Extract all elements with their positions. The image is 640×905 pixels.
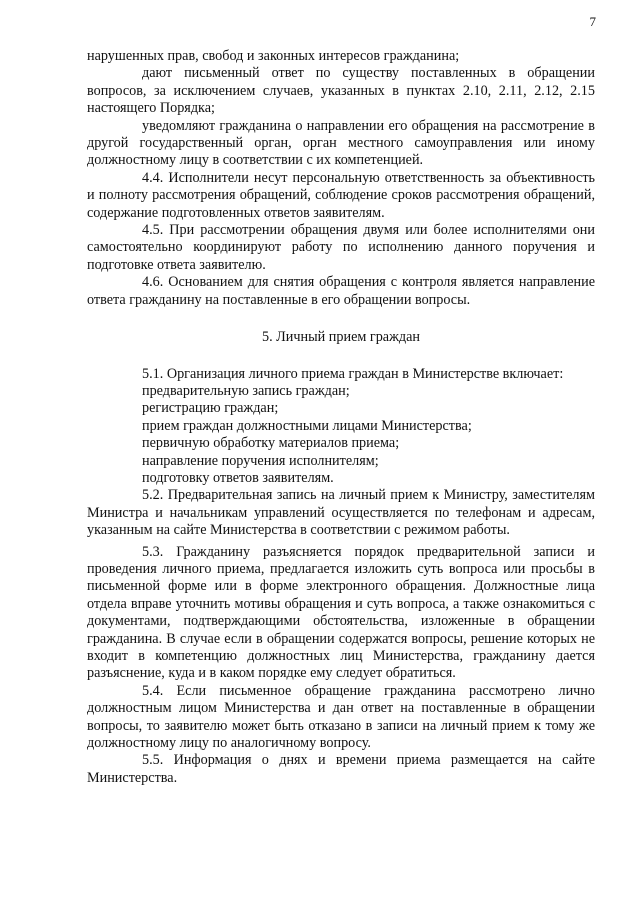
- paragraph-5-1: 5.1. Организация личного приема граждан в Министерстве включает:: [142, 365, 564, 382]
- paragraph-4-6: 4.6. Основанием для снятия обращения с контроля является направление ответа гражданину на поставленные в его обращении вопросы.: [87, 274, 595, 308]
- list-item: подготовку ответов заявителям.: [142, 469, 334, 486]
- paragraph-5-2: 5.2. Предварительная запись на личный прием к Министру, заместителям Министра и начальникам управлений осуществляется по телефонам и адресам, указанным на сайте Министерства в соответствии с режимом работы.: [87, 487, 595, 539]
- paragraph-notify-redirect: уведомляют гражданина о направлении его обращения на рассмотрение в другой государственный орган, орган местного самоуправления или иному должностному лицу в соответствии с их компетенцией.: [87, 117, 595, 169]
- paragraph-4-4: 4.4. Исполнители несут персональную ответственность за объективность и полноту рассмотрения обращений, соблюдение сроков рассмотрения обращений, содержание подготовленных ответов заявителям.: [87, 169, 595, 221]
- list-item: направление поручения исполнителям;: [142, 452, 379, 469]
- paragraph-continuation: нарушенных прав, свобод и законных интересов гражданина;: [87, 48, 460, 64]
- paragraph-5-5: 5.5. Информация о днях и времени приема размещается на сайте Министерства.: [87, 752, 595, 786]
- paragraph-4-5: 4.5. При рассмотрении обращения двумя или более исполнителями они самостоятельно координируют работу по исполнению данного поручения и подготовке ответа заявителю.: [87, 222, 595, 273]
- document-body: [87, 48, 595, 787]
- paragraph-written-answer: дают письменный ответ по существу поставленных в обращении вопросов, за исключением случаев, указанных в пунктах 2.10, 2.11, 2.12, 2.15 настоящего Порядка;: [87, 65, 595, 117]
- list-item: первичную обработку материалов приема;: [142, 435, 400, 452]
- section-heading: 5. Личный прием граждан: [261, 329, 421, 346]
- paragraph-5-4: 5.4. Если письменное обращение гражданина рассмотрено лично должностным лицом Министерства и дан ответ на поставленные в обращении вопросы, то заявителю может быть отказано в записи на личный прием к тому же должностному лицу по аналогичному вопросу.: [87, 682, 595, 752]
- paragraph-5-3: 5.3. Гражданину разъясняется порядок предварительной записи и проведения личного приема, предлагается изложить суть вопроса или просьбы в письменной форме или в форме электронного обращения. Должностные лица отдела вправе уточнить мотивы обращения и суть вопроса, а также ознакомиться с документами, подтверждающими обстоятельства, изложенные в обращении гражданина. В случае если в обращении содержатся вопросы, решение которых не входит в компетенцию должностных лиц Министерства, гражданину дается разъяснение, куда и в каком порядке ему следует обратиться.: [87, 543, 595, 682]
- page-number: 7: [589, 14, 596, 29]
- list-item: предварительную запись граждан;: [142, 382, 350, 399]
- list-item: регистрацию граждан;: [142, 400, 279, 417]
- list-item: прием граждан должностными лицами Министерства;: [142, 417, 472, 434]
